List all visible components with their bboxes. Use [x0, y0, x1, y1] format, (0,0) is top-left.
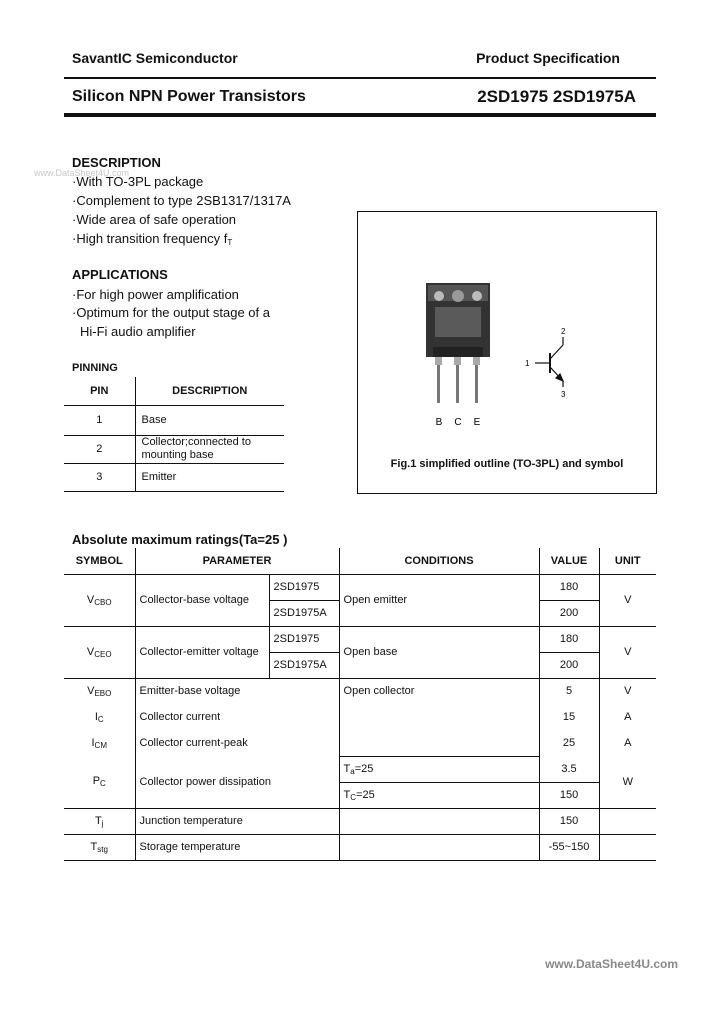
symbol-pin-label: 2 — [561, 327, 566, 336]
condition-cell: $T_a=25$ — [339, 756, 539, 782]
value-cell: 25 — [539, 730, 599, 756]
pin-number: 3 — [64, 463, 135, 491]
parameter-cell: Collector-base voltage — [135, 574, 269, 626]
symbol-cell: $T_j$ — [64, 808, 135, 834]
company-name: SavantIC Semiconductor — [72, 50, 238, 66]
table-row — [64, 574, 656, 600]
condition-cell — [339, 730, 539, 756]
pin-number: 1 — [64, 405, 135, 435]
unit-cell: V — [624, 685, 632, 698]
application-item: Hi-Fi audio amplifier — [80, 324, 196, 339]
parameter-cell: Collector power dissipation — [135, 756, 339, 808]
pinning-table — [64, 377, 284, 492]
value-cell: 3.5 — [539, 756, 599, 782]
table-row — [64, 704, 656, 730]
spec-label: Product Specification — [476, 50, 620, 66]
pin-description: Collector;connected to mounting base — [135, 435, 284, 463]
unit-cell: V — [599, 574, 656, 626]
condition-cell: Open base — [339, 626, 539, 678]
parameter-cell: Collector-emitter voltage — [135, 626, 269, 678]
symbol-cell: $V_{CEO}$ — [64, 626, 135, 678]
table-row — [64, 435, 284, 463]
description-item: ·With TO-3PL package — [72, 174, 204, 189]
symbol-col-header: SYMBOL — [64, 548, 135, 574]
application-item: ·Optimum for the output stage of a — [72, 305, 270, 320]
parameter-cell: Junction temperature — [135, 808, 339, 834]
unit-col-header: UNIT — [599, 548, 656, 574]
symbol-cell: $I_{CM}$ — [64, 730, 135, 756]
table-row — [64, 626, 656, 652]
page-title: Silicon NPN Power Transistors — [72, 88, 306, 105]
parameter-cell: Storage temperature — [135, 834, 339, 860]
condition-cell — [339, 834, 539, 860]
value-cell: 150 — [539, 782, 599, 808]
symbol-cell: $V_{CBO}$ — [64, 574, 135, 626]
table-row — [64, 756, 656, 782]
unit-cell: V — [599, 626, 656, 678]
table-row — [64, 730, 656, 756]
lead-label: C — [454, 417, 462, 428]
condition-cell: $T_C=25$ — [339, 782, 539, 808]
condition-cell — [339, 704, 539, 730]
symbol-cell: $V_{EBO}$ — [64, 678, 135, 704]
part-numbers: 2SD1975 2SD1975A — [477, 87, 636, 106]
conditions-col-header: CONDITIONS — [339, 548, 539, 574]
unit-cell: W — [599, 756, 656, 808]
symbol-pin-label: 1 — [525, 359, 530, 368]
ratings-table — [64, 548, 656, 861]
applications-heading: APPLICATIONS — [72, 267, 168, 282]
description-item: ·Complement to type 2SB1317/1317A — [72, 193, 291, 208]
package-figure — [357, 211, 657, 451]
value-cell: 180 — [539, 574, 599, 600]
table-row — [64, 808, 656, 834]
description-item: ·High transition frequency $f_T$ — [72, 231, 233, 247]
transistor-symbol — [535, 337, 563, 387]
description-item: ·Wide area of safe operation — [72, 212, 237, 227]
part-cell: 2SD1975 — [269, 574, 339, 600]
value-cell: -55~150 — [539, 834, 599, 860]
unit-cell: A — [624, 711, 632, 723]
pin-description: Emitter — [135, 463, 284, 491]
parameter-cell: Collector current — [135, 704, 339, 730]
value-cell: 5 — [539, 678, 599, 704]
figure-caption: Fig.1 simplified outline (TO-3PL) and symbol — [390, 458, 624, 470]
parameter-col-header: PARAMETER — [135, 548, 339, 574]
symbol-pin-label: 3 — [561, 390, 566, 399]
pin-number: 2 — [64, 435, 135, 463]
value-col-header: VALUE — [539, 548, 599, 574]
unit-cell — [599, 808, 656, 834]
title-rule — [64, 113, 656, 117]
table-row — [64, 834, 656, 860]
unit-cell — [599, 834, 656, 860]
application-item: ·For high power amplification — [72, 287, 239, 302]
pinning-heading: PINNING — [72, 362, 118, 374]
lead-label: E — [473, 417, 481, 428]
parameter-cell: Collector current-peak — [135, 730, 339, 756]
header-rule — [64, 77, 656, 79]
symbol-cell: $T_{stg}$ — [64, 834, 135, 860]
table-row — [64, 678, 656, 704]
condition-cell: Open emitter — [339, 574, 539, 626]
value-cell: 200 — [539, 652, 599, 678]
value-cell: 15 — [539, 704, 599, 730]
part-cell: 2SD1975A — [269, 652, 339, 678]
pin-description: Base — [135, 405, 284, 435]
ratings-heading: Absolute maximum ratings(Ta=25 ) — [72, 532, 288, 547]
symbol-cell: $I_C$ — [64, 704, 135, 730]
desc-col-header: DESCRIPTION — [135, 377, 284, 405]
value-cell: 150 — [539, 808, 599, 834]
unit-cell: A — [624, 737, 632, 749]
value-cell: 200 — [539, 600, 599, 626]
condition-cell — [339, 808, 539, 834]
watermark-bottom: www.DataSheet4U.com — [545, 957, 678, 971]
symbol-cell: $P_C$ — [64, 756, 135, 808]
value-cell: 180 — [539, 626, 599, 652]
condition-cell: Open collector — [339, 678, 539, 704]
table-row — [64, 463, 284, 491]
pin-col-header: PIN — [64, 377, 135, 405]
lead-label: B — [435, 417, 443, 428]
table-row — [64, 405, 284, 435]
description-heading: DESCRIPTION — [72, 155, 161, 170]
parameter-cell: Emitter-base voltage — [135, 678, 339, 704]
part-cell: 2SD1975A — [269, 600, 339, 626]
part-cell: 2SD1975 — [269, 626, 339, 652]
watermark-top: www.DataSheet4U.com — [34, 168, 130, 178]
